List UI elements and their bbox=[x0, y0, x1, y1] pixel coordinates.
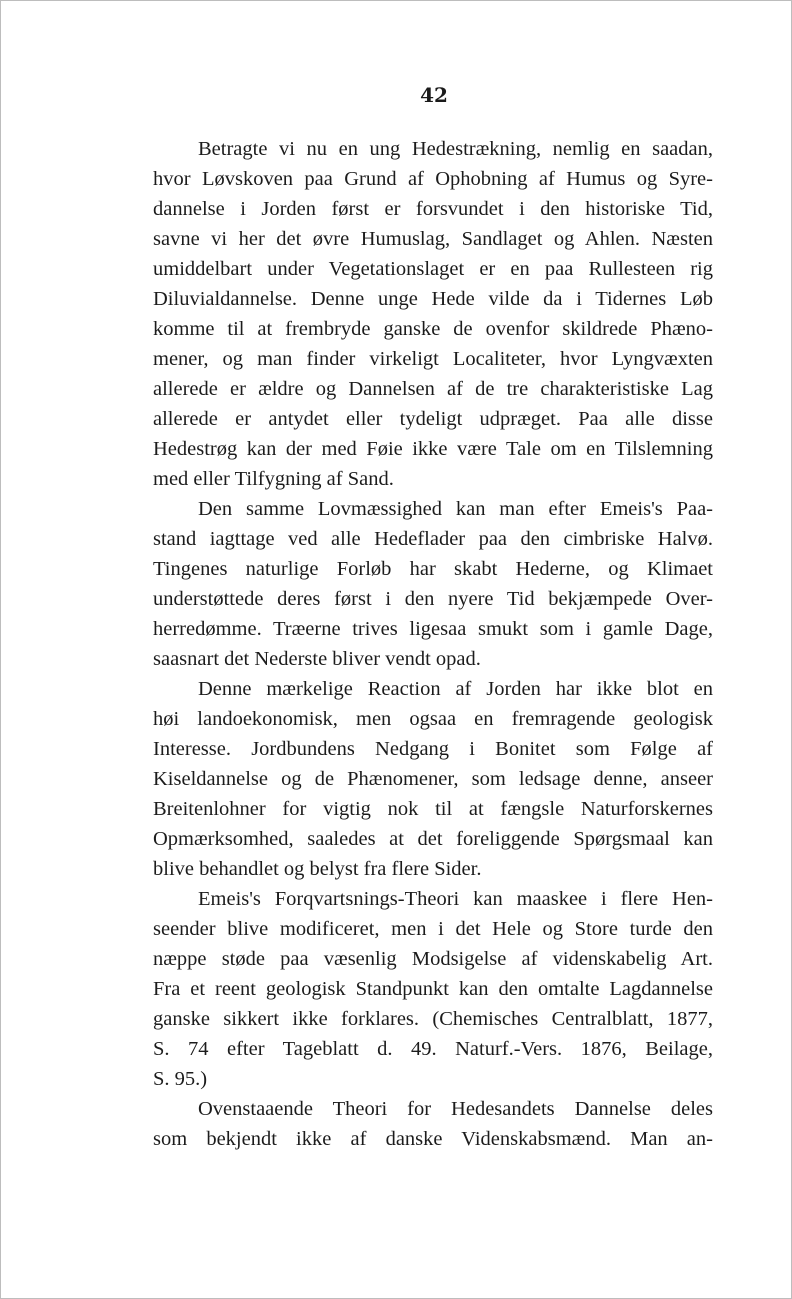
text-line: allerede er antydet eller tydeligt udpræget. Paa alle disse bbox=[153, 408, 713, 430]
text-line: Hedestrøg kan der med Føie ikke være Tale om en Tilslemning bbox=[153, 438, 713, 460]
text-line: Interesse. Jordbundens Nedgang i Bonitet som Følge af bbox=[153, 738, 713, 760]
text-line: Tingenes naturlige Forløb har skabt Hederne, og Klimaet bbox=[153, 558, 713, 580]
text-line: S. 74 efter Tageblatt d. 49. Naturf.-Vers. 1876, Beilage, bbox=[153, 1038, 713, 1060]
text-line: Diluvialdannelse. Denne unge Hede vilde da i Tidernes Løb bbox=[153, 288, 713, 310]
text-line: Fra et reent geologisk Standpunkt kan den omtalte Lagdannelse bbox=[153, 978, 713, 1000]
text-line: seender blive modificeret, men i det Hele og Store turde den bbox=[153, 918, 713, 940]
body-text bbox=[153, 134, 713, 1154]
text-line: allerede er ældre og Dannelsen af de tre charakteristiske Lag bbox=[153, 378, 713, 400]
text-line: høi landoekonomisk, men ogsaa en fremragende geologisk bbox=[153, 708, 713, 730]
text-line: mener, og man finder virkeligt Localiteter, hvor Lyngvæxten bbox=[153, 348, 713, 370]
text-line: komme til at frembryde ganske de ovenfor skildrede Phæno- bbox=[153, 318, 713, 340]
text-line: hvor Løvskoven paa Grund af Ophobning af Humus og Syre- bbox=[153, 168, 713, 190]
text-line: Breitenlohner for vigtig nok til at fængsle Naturforskernes bbox=[153, 798, 713, 820]
text-line: Opmærksomhed, saaledes at det foreliggende Spørgsmaal kan bbox=[153, 828, 713, 850]
text-line: Ovenstaaende Theori for Hedesandets Dannelse deles bbox=[198, 1098, 713, 1120]
text-line: Kiseldannelse og de Phænomener, som ledsage denne, anseer bbox=[153, 768, 713, 790]
text-line: med eller Tilfygning af Sand. bbox=[153, 468, 394, 490]
text-line: herredømme. Træerne trives ligesaa smukt som i gamle Dage, bbox=[153, 618, 713, 640]
text-line: Den samme Lovmæssighed kan man efter Emeis's Paa- bbox=[198, 498, 713, 520]
text-line: Denne mærkelige Reaction af Jorden har ikke blot en bbox=[198, 678, 713, 700]
text-line: blive behandlet og belyst fra flere Sider. bbox=[153, 858, 482, 880]
text-line: umiddelbart under Vegetationslaget er en paa Rullesteen rig bbox=[153, 258, 713, 280]
text-line: S. 95.) bbox=[153, 1068, 208, 1090]
text-line: saasnart det Nederste bliver vendt opad. bbox=[153, 648, 481, 670]
text-line: Betragte vi nu en ung Hedestrækning, nemlig en saadan, bbox=[198, 138, 713, 160]
text-line: savne vi her det øvre Humuslag, Sandlaget og Ahlen. Næsten bbox=[153, 228, 713, 250]
text-line: Emeis's Forqvartsnings-Theori kan maaskee i flere Hen- bbox=[198, 888, 713, 910]
text-line: ganske sikkert ikke forklares. (Chemisches Centralblatt, 1877, bbox=[153, 1008, 713, 1030]
text-line: stand iagttage ved alle Hedeflader paa den cimbriske Halvø. bbox=[153, 528, 713, 550]
text-line: understøttede deres først i den nyere Tid bekjæmpede Over- bbox=[153, 588, 713, 610]
page-number: 42 bbox=[420, 83, 448, 107]
text-line: næppe støde paa væsenlig Modsigelse af videnskabelig Art. bbox=[153, 948, 713, 970]
text-line: som bekjendt ikke af danske Videnskabsmænd. Man an- bbox=[153, 1128, 713, 1150]
text-line: dannelse i Jorden først er forsvundet i den historiske Tid, bbox=[153, 198, 713, 220]
